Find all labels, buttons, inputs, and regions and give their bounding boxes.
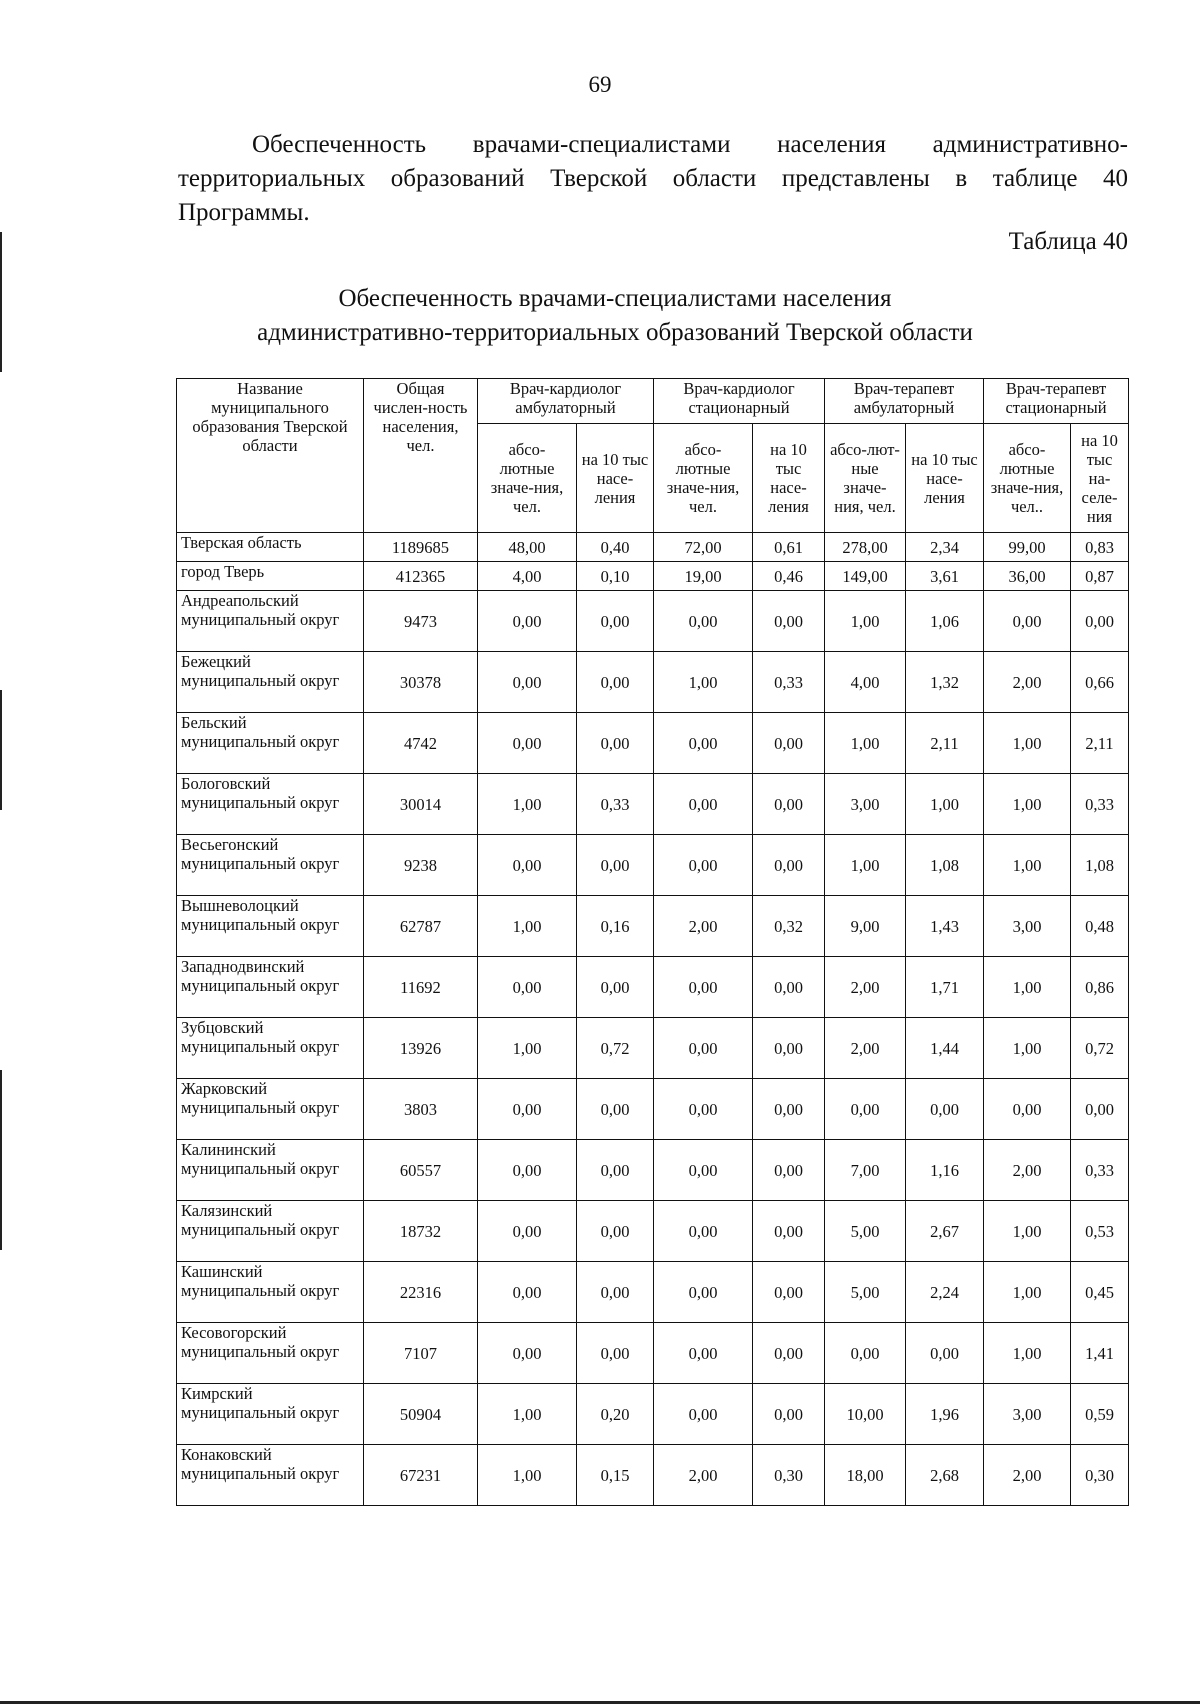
table-row [177, 652, 1129, 713]
table-row [177, 1018, 1129, 1079]
table-row [177, 562, 1129, 591]
header-absolute: абсо-лютные значе-ния, чел.. [984, 424, 1071, 533]
value-cell: 1,00 [984, 1201, 1071, 1262]
value-cell: 2,11 [1071, 713, 1129, 774]
value-cell: 0,32 [753, 896, 825, 957]
value-cell: 1,00 [478, 1018, 577, 1079]
region-name: Тверская область [177, 533, 364, 562]
value-cell: 19,00 [654, 562, 753, 591]
table-row [177, 1384, 1129, 1445]
value-cell: 2,00 [825, 957, 906, 1018]
population-cell: 30014 [364, 774, 478, 835]
value-cell: 0,00 [984, 1079, 1071, 1140]
table-row [177, 591, 1129, 652]
value-cell: 0,00 [753, 1262, 825, 1323]
value-cell: 1,00 [478, 1445, 577, 1506]
value-cell: 0,00 [654, 1384, 753, 1445]
value-cell: 0,00 [478, 652, 577, 713]
region-name: Западнодвинский муниципальный округ [177, 957, 364, 1018]
table-row [177, 1140, 1129, 1201]
region-name: Андреапольский муниципальный округ [177, 591, 364, 652]
value-cell: 18,00 [825, 1445, 906, 1506]
header-group-therapist-inpatient: Врач-терапевт стационарный [984, 379, 1129, 424]
region-name: Конаковский муниципальный округ [177, 1445, 364, 1506]
value-cell: 0,00 [984, 591, 1071, 652]
value-cell: 0,33 [1071, 774, 1129, 835]
value-cell: 0,00 [1071, 1079, 1129, 1140]
region-name: Весьегонский муниципальный округ [177, 835, 364, 896]
value-cell: 1,00 [984, 1262, 1071, 1323]
value-cell: 0,00 [478, 1201, 577, 1262]
value-cell: 0,00 [825, 1079, 906, 1140]
value-cell: 7,00 [825, 1140, 906, 1201]
value-cell: 0,48 [1071, 896, 1129, 957]
scan-edge-line [0, 232, 2, 372]
value-cell: 3,61 [906, 562, 984, 591]
page-number: 69 [588, 72, 612, 97]
value-cell: 1,08 [906, 835, 984, 896]
region-name: Калининский муниципальный округ [177, 1140, 364, 1201]
value-cell: 4,00 [825, 652, 906, 713]
table-row [177, 896, 1129, 957]
value-cell: 1,00 [825, 713, 906, 774]
value-cell: 1,00 [984, 774, 1071, 835]
header-group-cardiologist-inpatient: Врач-кардиолог стационарный [654, 379, 825, 424]
region-name: Кимрский муниципальный округ [177, 1384, 364, 1445]
value-cell: 1,00 [478, 774, 577, 835]
value-cell: 0,00 [753, 1140, 825, 1201]
value-cell: 0,33 [1071, 1140, 1129, 1201]
value-cell: 1,71 [906, 957, 984, 1018]
value-cell: 0,00 [654, 957, 753, 1018]
value-cell: 0,00 [577, 1323, 654, 1384]
table-row [177, 1445, 1129, 1506]
value-cell: 3,00 [984, 896, 1071, 957]
header-absolute: абсо-лютные значе-ния, чел. [654, 424, 753, 533]
region-name: Кашинский муниципальный округ [177, 1262, 364, 1323]
population-cell: 30378 [364, 652, 478, 713]
value-cell: 1,00 [478, 1384, 577, 1445]
value-cell: 0,30 [753, 1445, 825, 1506]
table-row [177, 1201, 1129, 1262]
value-cell: 0,33 [753, 652, 825, 713]
header-rate: на 10 тыс насе-ления [577, 424, 654, 533]
value-cell: 0,83 [1071, 533, 1129, 562]
region-name: Зубцовский муниципальный округ [177, 1018, 364, 1079]
value-cell: 0,00 [577, 1262, 654, 1323]
region-name: Калязинский муниципальный округ [177, 1201, 364, 1262]
value-cell: 0,00 [654, 1201, 753, 1262]
value-cell: 1,00 [906, 774, 984, 835]
value-cell: 0,86 [1071, 957, 1129, 1018]
table-row [177, 1079, 1129, 1140]
header-absolute: абсо-лют-ные значе-ния, чел. [825, 424, 906, 533]
value-cell: 0,00 [654, 1140, 753, 1201]
value-cell: 0,00 [825, 1323, 906, 1384]
region-name: Кесовогорский муниципальный округ [177, 1323, 364, 1384]
value-cell: 0,72 [577, 1018, 654, 1079]
header-population: Общая числен-ность населения, чел. [364, 379, 478, 533]
value-cell: 0,00 [654, 1262, 753, 1323]
value-cell: 0,00 [478, 957, 577, 1018]
value-cell: 2,34 [906, 533, 984, 562]
table-row [177, 533, 1129, 562]
value-cell: 1,00 [984, 713, 1071, 774]
table-title [100, 282, 1130, 350]
scan-edge-line [0, 1070, 2, 1250]
table-row [177, 957, 1129, 1018]
value-cell: 1,44 [906, 1018, 984, 1079]
region-name: Бологовский муниципальный округ [177, 774, 364, 835]
value-cell: 0,00 [654, 713, 753, 774]
value-cell: 0,00 [654, 1323, 753, 1384]
population-cell: 50904 [364, 1384, 478, 1445]
value-cell: 0,00 [478, 1323, 577, 1384]
value-cell: 1,96 [906, 1384, 984, 1445]
header-rate: на 10 тыс насе-ления [753, 424, 825, 533]
population-cell: 1189685 [364, 533, 478, 562]
value-cell: 1,00 [984, 957, 1071, 1018]
population-cell: 18732 [364, 1201, 478, 1262]
value-cell: 1,00 [654, 652, 753, 713]
value-cell: 0,00 [478, 835, 577, 896]
value-cell: 0,10 [577, 562, 654, 591]
population-cell: 62787 [364, 896, 478, 957]
header-name: Название муниципального образования Тверской области [177, 379, 364, 533]
value-cell: 0,59 [1071, 1384, 1129, 1445]
value-cell: 2,00 [984, 652, 1071, 713]
value-cell: 2,00 [984, 1445, 1071, 1506]
value-cell: 2,24 [906, 1262, 984, 1323]
value-cell: 1,08 [1071, 835, 1129, 896]
population-cell: 60557 [364, 1140, 478, 1201]
value-cell: 0,00 [577, 591, 654, 652]
population-cell: 3803 [364, 1079, 478, 1140]
value-cell: 2,00 [984, 1140, 1071, 1201]
scan-edge-line [0, 690, 2, 810]
value-cell: 0,00 [1071, 591, 1129, 652]
population-cell: 22316 [364, 1262, 478, 1323]
value-cell: 0,53 [1071, 1201, 1129, 1262]
value-cell: 5,00 [825, 1262, 906, 1323]
value-cell: 1,43 [906, 896, 984, 957]
value-cell: 10,00 [825, 1384, 906, 1445]
value-cell: 0,61 [753, 533, 825, 562]
value-cell: 0,00 [906, 1079, 984, 1140]
region-name: город Тверь [177, 562, 364, 591]
value-cell: 0,20 [577, 1384, 654, 1445]
value-cell: 149,00 [825, 562, 906, 591]
value-cell: 0,00 [577, 1201, 654, 1262]
table-row [177, 713, 1129, 774]
value-cell: 9,00 [825, 896, 906, 957]
value-cell: 0,00 [577, 835, 654, 896]
population-cell: 13926 [364, 1018, 478, 1079]
value-cell: 2,00 [654, 896, 753, 957]
value-cell: 0,00 [478, 1079, 577, 1140]
value-cell: 0,00 [753, 1079, 825, 1140]
value-cell: 3,00 [984, 1384, 1071, 1445]
value-cell: 0,46 [753, 562, 825, 591]
value-cell: 0,00 [906, 1323, 984, 1384]
value-cell: 0,16 [577, 896, 654, 957]
value-cell: 0,00 [577, 652, 654, 713]
value-cell: 0,00 [753, 713, 825, 774]
value-cell: 0,00 [753, 957, 825, 1018]
value-cell: 4,00 [478, 562, 577, 591]
population-cell: 412365 [364, 562, 478, 591]
value-cell: 0,87 [1071, 562, 1129, 591]
region-name: Бежецкий муниципальный округ [177, 652, 364, 713]
value-cell: 0,00 [753, 774, 825, 835]
population-cell: 67231 [364, 1445, 478, 1506]
value-cell: 0,00 [478, 1262, 577, 1323]
value-cell: 0,00 [577, 1140, 654, 1201]
value-cell: 0,00 [654, 591, 753, 652]
value-cell: 0,33 [577, 774, 654, 835]
value-cell: 1,00 [825, 835, 906, 896]
value-cell: 0,30 [1071, 1445, 1129, 1506]
value-cell: 1,00 [478, 896, 577, 957]
value-cell: 0,00 [753, 591, 825, 652]
value-cell: 0,00 [753, 1201, 825, 1262]
value-cell: 48,00 [478, 533, 577, 562]
value-cell: 0,00 [753, 1384, 825, 1445]
value-cell: 0,00 [478, 713, 577, 774]
population-cell: 11692 [364, 957, 478, 1018]
value-cell: 0,00 [577, 957, 654, 1018]
value-cell: 1,32 [906, 652, 984, 713]
value-cell: 0,66 [1071, 652, 1129, 713]
value-cell: 0,45 [1071, 1262, 1129, 1323]
value-cell: 0,00 [753, 1323, 825, 1384]
header-rate: на 10 тыс на-селе-ния [1071, 424, 1129, 533]
population-cell: 9473 [364, 591, 478, 652]
table-row [177, 835, 1129, 896]
value-cell: 0,00 [478, 591, 577, 652]
value-cell: 36,00 [984, 562, 1071, 591]
value-cell: 1,16 [906, 1140, 984, 1201]
value-cell: 1,00 [984, 835, 1071, 896]
table-row [177, 1323, 1129, 1384]
value-cell: 0,00 [654, 1079, 753, 1140]
population-cell: 4742 [364, 713, 478, 774]
header-group-therapist-outpatient: Врач-терапевт амбулаторный [825, 379, 984, 424]
region-name: Жарковский муниципальный округ [177, 1079, 364, 1140]
value-cell: 1,00 [984, 1323, 1071, 1384]
value-cell: 0,15 [577, 1445, 654, 1506]
value-cell: 0,00 [577, 1079, 654, 1140]
population-cell: 9238 [364, 835, 478, 896]
table-title-line1: Обеспеченность врачами-специалистами населения [338, 285, 892, 312]
value-cell: 72,00 [654, 533, 753, 562]
value-cell: 0,40 [577, 533, 654, 562]
population-cell: 7107 [364, 1323, 478, 1384]
value-cell: 2,11 [906, 713, 984, 774]
region-name: Бельский муниципальный округ [177, 713, 364, 774]
specialists-table [176, 378, 1129, 1506]
table-title-line2: административно-территориальных образований Тверской области [257, 319, 973, 346]
table-row [177, 1262, 1129, 1323]
value-cell: 0,00 [654, 774, 753, 835]
table-row [177, 774, 1129, 835]
value-cell: 0,00 [478, 1140, 577, 1201]
value-cell: 278,00 [825, 533, 906, 562]
value-cell: 0,00 [654, 1018, 753, 1079]
value-cell: 1,00 [825, 591, 906, 652]
value-cell: 0,00 [654, 835, 753, 896]
value-cell: 0,00 [753, 1018, 825, 1079]
header-rate: на 10 тыс насе-ления [906, 424, 984, 533]
value-cell: 3,00 [825, 774, 906, 835]
value-cell: 0,00 [577, 713, 654, 774]
value-cell: 2,67 [906, 1201, 984, 1262]
intro-paragraph: Обеспеченность врачами-специалистами населения административно-территориальных образований Тверской области представлены в таблице 40 Программы. [178, 131, 1128, 226]
value-cell: 0,00 [753, 835, 825, 896]
value-cell: 1,00 [984, 1018, 1071, 1079]
value-cell: 2,00 [825, 1018, 906, 1079]
header-absolute: абсо-лютные значе-ния, чел. [478, 424, 577, 533]
value-cell: 5,00 [825, 1201, 906, 1262]
value-cell: 99,00 [984, 533, 1071, 562]
value-cell: 0,72 [1071, 1018, 1129, 1079]
header-group-cardiologist-outpatient: Врач-кардиолог амбулаторный [478, 379, 654, 424]
value-cell: 2,00 [654, 1445, 753, 1506]
value-cell: 1,41 [1071, 1323, 1129, 1384]
value-cell: 2,68 [906, 1445, 984, 1506]
region-name: Вышневолоцкий муниципальный округ [177, 896, 364, 957]
table-label: Таблица 40 [1008, 228, 1128, 255]
value-cell: 1,06 [906, 591, 984, 652]
